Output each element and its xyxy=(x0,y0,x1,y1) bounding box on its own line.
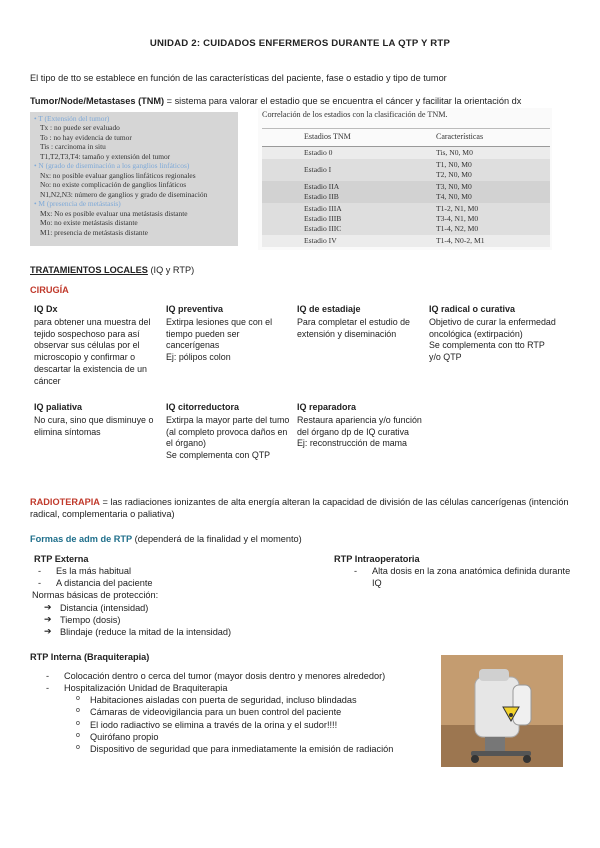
rtp-externa-label: RTP Externa xyxy=(34,554,89,564)
circle-bullet-icon: o xyxy=(76,743,80,751)
table-header-characteristics: Características xyxy=(430,129,550,147)
list-item: ➔ Tiempo (dosis) xyxy=(44,613,121,625)
intro-paragraph: El tipo de tto se establece en función de las características del paciente, fase o estadio y tipo de tumor xyxy=(30,73,447,83)
table-caption: Correlación de los estadios con la clasificación de TNM. xyxy=(262,110,448,119)
cirugia-heading: CIRUGÍA xyxy=(30,285,69,295)
table-header-stage: Estadios TNM xyxy=(262,129,430,147)
surgery-cell-body: Objetivo de curar la enfermedad oncológica (extirpación) Se complementa con tto RTP y/o QTP xyxy=(429,316,556,363)
arrow-icon: ➔ xyxy=(44,613,52,624)
radioterapia-label: RADIOTERAPIA xyxy=(30,497,100,507)
tnm-line: Nx: no posible evaluar ganglios linfáticos regionales xyxy=(40,170,196,180)
normas-list xyxy=(34,602,324,638)
list-item: - Hospitalización Unidad de Braquiterapia xyxy=(42,682,434,694)
radioterapia-paragraph xyxy=(30,496,575,520)
characteristics-cell: T3, N0, M0 T4, N0, M0 xyxy=(436,181,472,201)
tnm-line: No: no existe complicación de ganglios linfáticos xyxy=(40,180,187,190)
surgery-cell-heading: IQ Dx xyxy=(34,304,58,314)
surgery-cell-iq-paliativa xyxy=(34,402,162,438)
list-item: - Alta dosis en la zona anatómica definida durante IQ xyxy=(350,565,574,589)
rtp-externa-list xyxy=(34,565,324,589)
surgery-cell-body: Extirpa lesiones que con el tiempo pueden ser cancerígenas Ej: pólipos colon xyxy=(166,316,273,363)
table-row xyxy=(262,146,550,159)
tnm-definition xyxy=(30,95,570,107)
stage-cell: Estadio IIA Estadio IIB xyxy=(304,181,340,201)
tnm-stage-table xyxy=(262,128,550,247)
tnm-line: Mo: no existe metástasis distante xyxy=(40,218,138,228)
surgery-cell-heading: IQ radical o curativa xyxy=(429,304,516,314)
table-row xyxy=(262,159,550,181)
tnm-line: To : no hay evidencia de tumor xyxy=(40,132,132,142)
stage-cell: Estadio I xyxy=(304,164,332,174)
arrow-icon: ➔ xyxy=(44,601,52,612)
brachytherapy-device-illustration xyxy=(441,655,563,767)
stage-cell: Estadio IIIA Estadio IIIB Estadio IIIC xyxy=(304,203,342,233)
list-item: o Dispositivo de seguridad que para inmediatamente la emisión de radiación xyxy=(76,743,394,754)
surgery-cell-iq-radical xyxy=(429,304,557,364)
rtp-intra-section xyxy=(334,553,574,589)
surgery-cell-heading: IQ de estadiaje xyxy=(297,304,361,314)
list-item: o Cámaras de videovigilancia para un buen control del paciente xyxy=(76,707,342,718)
tnm-classification-image xyxy=(30,112,238,246)
rtp-intra-list xyxy=(334,565,574,589)
circle-bullet-icon: o xyxy=(76,731,80,739)
surgery-cell-body: para obtener una muestra del tejido sospechoso para así observar sus células por el microscopio y confirmar o descartar la existencia de un cáncer xyxy=(34,316,151,386)
rtp-interna-label: RTP Interna (Braquiterapia) xyxy=(30,652,150,662)
brachytherapy-device-photo xyxy=(441,655,563,767)
tnm-line: M1: presencia de metástasis distante xyxy=(40,227,148,237)
surgery-cell-body: Para completar el estudio de extensión y diseminación xyxy=(297,316,410,339)
circle-bullet-icon: o xyxy=(76,695,80,703)
tratamientos-heading xyxy=(30,264,194,276)
tnm-label: Tumor/Node/Metastases (TNM) xyxy=(30,96,165,106)
rtp-interna-section xyxy=(34,670,434,755)
characteristics-cell: T1-2, N1, M0 T3-4, N1, M0 T1-4, N2, M0 xyxy=(436,203,479,233)
rtp-interna-list xyxy=(34,670,434,694)
formas-label: Formas de adm de RTP xyxy=(30,534,133,544)
table-row xyxy=(262,181,550,203)
arrow-icon: ➔ xyxy=(44,625,52,636)
tnm-line: N1,N2,N3: número de ganglios y grado de diseminación xyxy=(40,189,208,199)
radioterapia-text: = las radiaciones ionizantes de alta energía alteran la capacidad de división de las células cancerígenas (intención radical, complementaria o paliativa) xyxy=(30,497,569,520)
characteristics-cell: T1, N0, M0 T2, N0, M0 xyxy=(436,159,472,179)
list-item: o El iodo radiactivo se elimina a través de la orina y el sudor!!!! xyxy=(76,719,338,730)
list-item: ➔ Blindaje (reduce la mitad de la intensidad) xyxy=(44,625,232,637)
stage-cell: Estadio 0 xyxy=(304,147,333,157)
normas-label: Normas básicas de protección: xyxy=(32,590,159,601)
list-item: o Habitaciones aisladas con puerta de seguridad, incluso blindadas xyxy=(76,695,357,706)
tnm-line: T1,T2,T3,T4: tamaño y extensión del tumor xyxy=(40,151,171,161)
list-item: ➔ Distancia (intensidad) xyxy=(44,601,149,613)
characteristics-cell: Tis, N0, M0 xyxy=(436,147,473,157)
rtp-intra-label: RTP Intraoperatoria xyxy=(334,554,420,564)
surgery-cell-heading: IQ preventiva xyxy=(166,304,224,314)
tnm-stage-table-image xyxy=(258,108,552,250)
list-item: o Quirófano propio xyxy=(76,731,159,742)
list-item: - A distancia del paciente xyxy=(34,577,324,589)
surgery-cell-iq-reparadora xyxy=(297,402,425,450)
page-title: UNIDAD 2: CUIDADOS ENFERMEROS DURANTE LA QTP Y RTP xyxy=(149,38,451,49)
characteristics-cell: T1-4, N0-2, M1 xyxy=(436,235,485,245)
formas-heading xyxy=(30,533,302,545)
tnm-line: Tis : carcinoma in situ xyxy=(40,142,106,152)
surgery-cell-iq-citorreductora xyxy=(166,402,294,462)
surgery-cell-heading: IQ citorreductora xyxy=(166,402,240,412)
formas-text: (dependerá de la finalidad y el momento) xyxy=(132,534,302,544)
surgery-cell-heading: IQ reparadora xyxy=(297,402,357,412)
tnm-text: = sistema para valorar el estadio que se encuentra el cáncer y facilitar la orientación dx xyxy=(164,96,522,106)
list-item: - Colocación dentro o cerca del tumor (mayor dosis dentro y menores alrededor) xyxy=(42,670,434,682)
rtp-externa-section xyxy=(34,553,324,638)
circle-bullet-icon: o xyxy=(76,719,80,727)
list-item: - Es la más habitual xyxy=(34,565,324,577)
surgery-cell-iq-estadiaje xyxy=(297,304,425,340)
table-row xyxy=(262,203,550,235)
surgery-cell-body: No cura, sino que disminuye o elimina síntomas xyxy=(34,414,154,437)
rtp-interna-sublist xyxy=(34,694,434,755)
tnm-line: Mx: No es posible evaluar una metástasis distante xyxy=(40,208,188,218)
surgery-cell-body: Extirpa la mayor parte del tumo (al completo provoca daños en el órgano) Se complementa con QTP xyxy=(166,414,290,461)
tnm-line: Tx : no puede ser evaluado xyxy=(40,123,120,133)
tratamientos-suffix: (IQ y RTP) xyxy=(147,265,195,275)
surgery-cell-iq-dx xyxy=(34,304,162,387)
table-row xyxy=(262,235,550,247)
tnm-line: • N (grado de diseminación a los ganglios linfáticos) xyxy=(34,161,190,171)
tnm-line: • T (Extensión del tumor) xyxy=(34,114,110,123)
surgery-cell-iq-preventiva xyxy=(166,304,294,364)
circle-bullet-icon: o xyxy=(76,707,80,715)
stage-cell: Estadio IV xyxy=(304,235,337,245)
surgery-cell-heading: IQ paliativa xyxy=(34,402,83,412)
surgery-cell-body: Restaura apariencia y/o función del órgano dp de IQ curativa Ej: reconstrucción de mama xyxy=(297,414,422,449)
tnm-line: • M (presencia de metástasis) xyxy=(34,199,121,209)
tratamientos-label: TRATAMIENTOS LOCALES xyxy=(30,265,148,275)
